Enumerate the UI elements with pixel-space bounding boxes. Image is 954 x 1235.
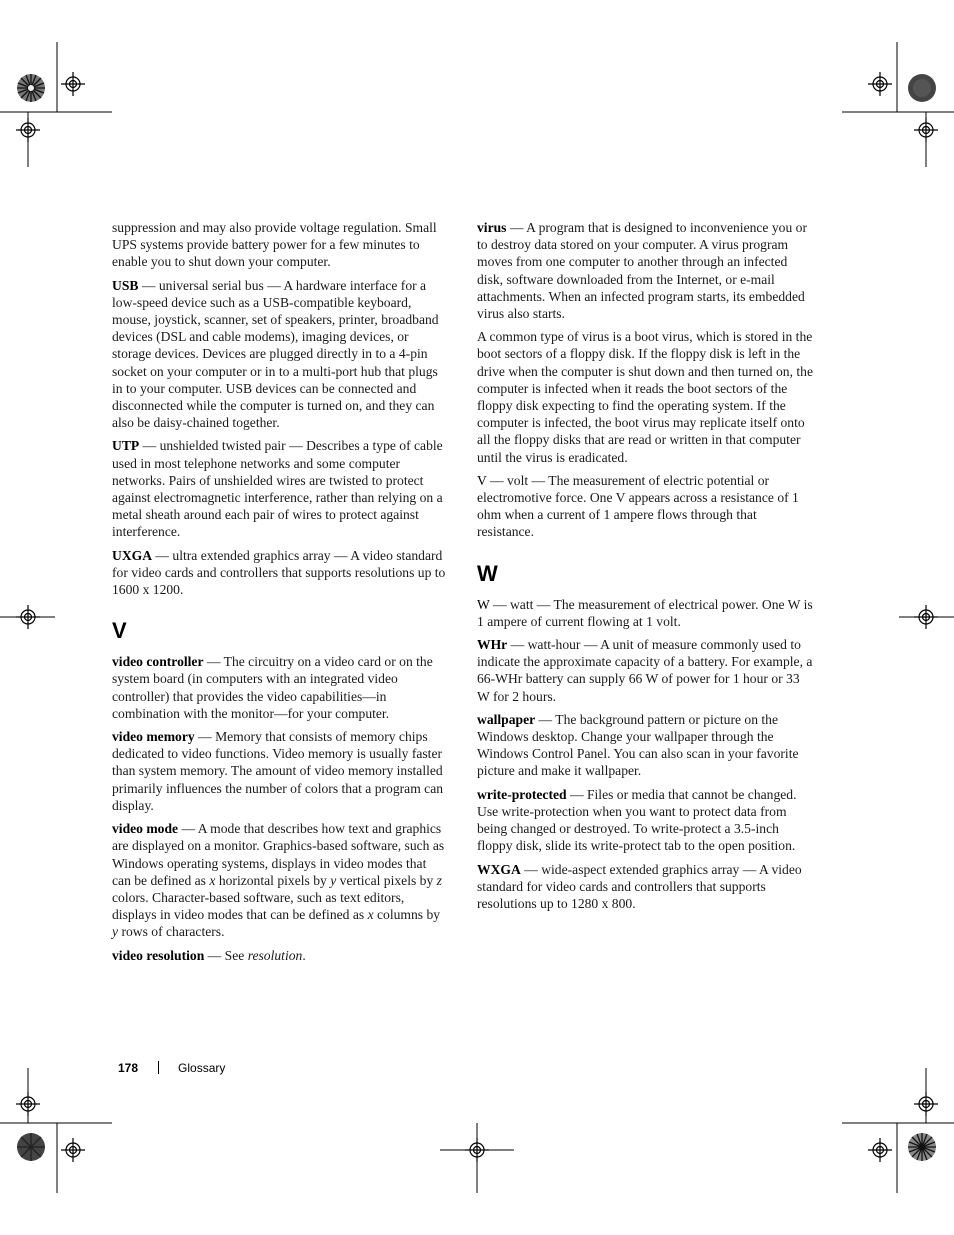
page-number: 178 (118, 1061, 139, 1075)
term-video-resolution: video resolution (112, 947, 205, 963)
term-usb: USB (112, 277, 139, 293)
entry-wxga: WXGA — wide-aspect extended graphics array — A video standard for video cards and controllers that supports resolutions up to 1280 x 800. (477, 861, 802, 911)
entry-uxga: UXGA — ultra extended graphics array — A video standard for video cards and controllers that supports resolutions up to 1600 x 1200. (112, 547, 446, 598)
term-wxga: WXGA (477, 861, 521, 877)
term-utp: UTP (112, 438, 140, 454)
entry-ups-continued: suppression and may also provide voltage regulation. Small UPS systems provide battery power for a few minutes to enable you to shut down your computer. (112, 220, 437, 270)
term-video-memory: video memory (112, 729, 195, 745)
gray-target-icon (908, 74, 936, 102)
entry-boot-virus: A common type of virus is a boot virus, which is stored in the boot sectors of a floppy disk. If the floppy disk is left in the drive when the computer is shut down and then turned on, the computer is infected when it reads the boot sectors of the floppy disk expecting to find the operating system. If the computer is infected, the boot virus may replicate itself onto all the floppy disks that are read or written in that computer until the virus is eradicated. (477, 329, 813, 465)
registration-mark-icon (16, 1092, 40, 1116)
term-watt: W (477, 596, 490, 612)
term-video-controller: video controller (112, 654, 204, 670)
term-virus: virus (477, 220, 507, 235)
entry-whr: WHr — watt-hour — A unit of measure commonly used to indicate the approximate capacity of a battery. For example, a 66-WHr battery can supply 66 W of power for 1 hour or 33 W for 2 hours. (477, 637, 813, 704)
term-uxga: UXGA (112, 547, 153, 563)
entry-watt: W — watt — The measurement of electrical power. One W is 1 ampere of current flowing at 1 volt. (477, 596, 813, 629)
entry-usb: USB — universal serial bus — A hardware interface for a low-speed device such as a USB-compatible keyboard, mouse, joystick, scanner, set of speakers, printer, broadband devices (DSL and cable modems), imaging devices, or storage devices. Devices are plugged directly in to a 4-pin socket on your computer or in to a multi-port hub that plugs in to your computer. USB devices can be connected and disconnected while the computer is turned on, and they can also be daisy-chained together. (112, 277, 439, 431)
section-letter-w: W (477, 560, 498, 586)
entry-wallpaper: wallpaper — The background pattern or picture on the Windows desktop. Change your wallpaper through the Windows Control Panel. You can also scan in your favorite picture and make it wallpaper. (477, 711, 799, 779)
term-wallpaper: wallpaper (477, 711, 536, 727)
registration-mark-icon (914, 1092, 938, 1116)
entry-video-controller: video controller — The circuitry on a video card or on the system board (in computers with an integrated video controller) that provides the video capabilities—in combination with the monitor—for your computer. (112, 654, 433, 721)
registration-mark-icon (16, 605, 40, 629)
color-target-icon (17, 1133, 45, 1161)
footer-section: Glossary (178, 1061, 226, 1075)
registration-mark-icon (61, 72, 85, 96)
registration-mark-icon (61, 1138, 85, 1162)
entry-video-mode: video mode — A mode that describes how text and graphics are displayed on a monitor. Graphics-based software, such as Windows operating systems, displays in video modes that can be defined as x horizontal pixels by y vertical pixels by z colors. Character-based software, such as text editors, displays in video modes that can be defined as x columns by y rows of characters. (112, 821, 445, 940)
section-letter-v: V (112, 618, 127, 644)
term-volt: V (477, 472, 487, 488)
entry-volt: V — volt — The measurement of electric potential or electromotive force. One V appears across a resistance of 1 ohm when a current of 1 ampere flows through that resistance. (477, 472, 799, 540)
cross-reference: resolution (247, 947, 303, 963)
entry-write-protected: write-protected — Files or media that cannot be changed. Use write-protection when you want to protect data from being changed or destroyed. To write-protect a 3.5-inch floppy disk, slide its write-protect tab to the open position. (477, 786, 797, 854)
registration-mark-icon (914, 118, 938, 142)
registration-mark-icon (16, 118, 40, 142)
term-video-mode: video mode (112, 821, 179, 837)
term-whr: WHr (477, 637, 508, 653)
color-target-icon (908, 1133, 936, 1161)
entry-virus: virus — A program that is designed to inconvenience you or to destroy data stored on your computer. A virus program moves from one computer to another through an infected disk, software downloaded from the Internet, or e-mail attachments. When an infected program starts, its embedded virus also starts. (477, 220, 807, 322)
entry-video-memory: video memory — Memory that consists of memory chips dedicated to video functions. Video memory is usually faster than system memory. The amount of video memory installed primarily influences the number of colors that a program can display. (112, 729, 444, 813)
registration-mark-icon (868, 1138, 892, 1162)
term-write-protected: write-protected (477, 786, 567, 802)
color-target-icon (17, 74, 45, 102)
registration-mark-icon (914, 605, 938, 629)
registration-mark-icon (465, 1138, 489, 1162)
entry-video-resolution: video resolution — See resolution. (112, 947, 306, 963)
entry-utp: UTP — unshielded twisted pair — Describes a type of cable used in most telephone networks and some computer networks. Pairs of unshielded wires are twisted to protect against electromagnetic interference, rather than relying on a metal sheath around each pair of wires to protect against interference. (112, 438, 443, 540)
registration-mark-icon (868, 72, 892, 96)
